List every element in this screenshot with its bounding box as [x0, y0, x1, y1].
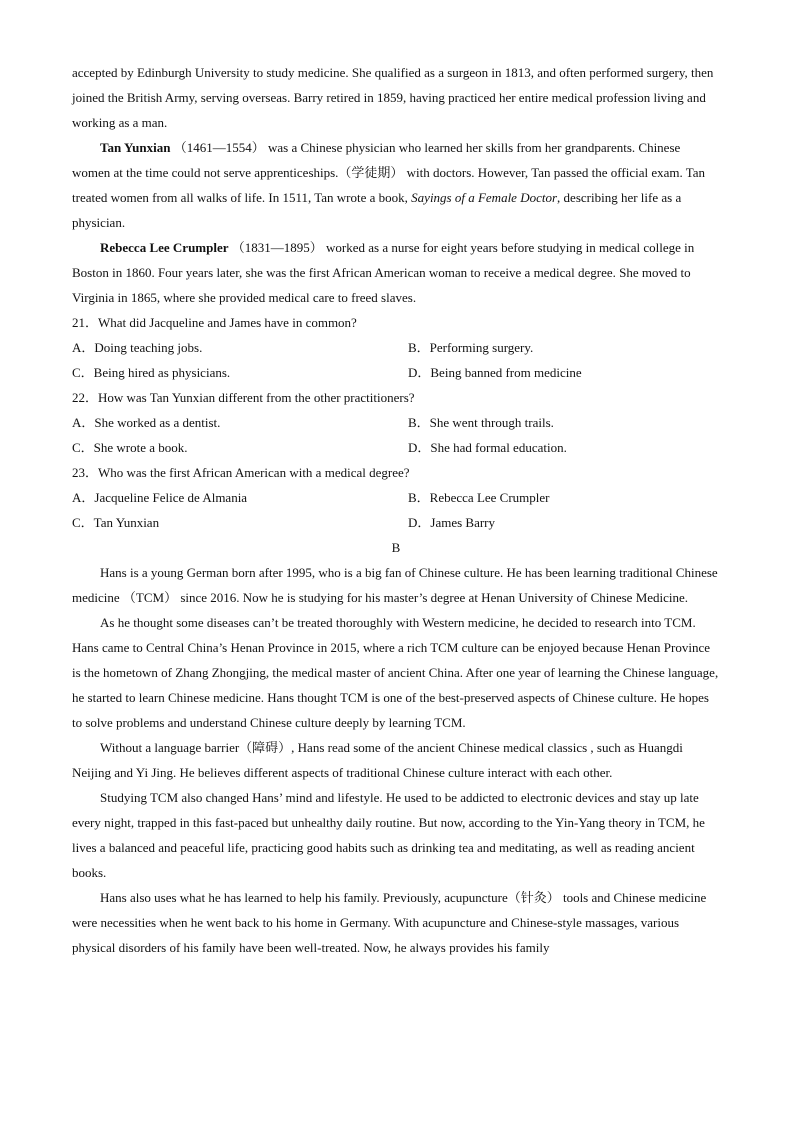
tan-paragraph	[72, 135, 720, 235]
option-a: A．She worked as a dentist.	[72, 415, 221, 430]
tan-name: Tan Yunxian	[100, 140, 171, 155]
question-stem: 23．Who was the first African American with a medical degree?	[72, 465, 410, 480]
crumpler-paragraph	[72, 235, 720, 310]
option-b: B．Performing surgery.	[408, 340, 534, 355]
option-d: D．James Barry	[408, 515, 496, 530]
option-a: A．Doing teaching jobs.	[72, 340, 203, 355]
passage-b	[72, 560, 720, 960]
questions	[72, 310, 720, 560]
barry-paragraph-end: accepted by Edinburgh University to study medicine. She qualified as a surgeon in 1813, and often performed surgery, then joined the British Army, serving overseas. Barry retired in 1859, having practiced her entire medical profession living and working as a man.	[72, 65, 714, 130]
passage-b-paragraph-2: As he thought some diseases can’t be treated thoroughly with Western medicine, he decided to research into TCM. Hans came to Central China’s Henan Province in 2015, where a rich TCM culture can be enjoyed because Henan Province is the hometown of Zhang Zhongjing, the medical master of ancient China. After one year of learning the Chinese language, he started to learn Chinese medicine. Hans thought TCM is one of the best-preserved aspects of Chinese culture. He hopes to solve problems and understand Chinese culture deeply by learning TCM.	[72, 615, 719, 730]
option-d: D．She had formal education.	[408, 440, 567, 455]
crumpler-name: Rebecca Lee Crumpler	[100, 240, 229, 255]
question-21	[72, 310, 720, 385]
tan-book-title: Sayings of a Female Doctor	[411, 190, 558, 205]
passage-b-paragraph-5: Hans also uses what he has learned to help his family. Previously, acupuncture（针灸） tools and Chinese medicine were necessities when he went back to his home in Germany. With acupuncture and Chinese-style massages, various physical disorders of his family have been well-treated. Now, he always provides his family	[72, 890, 707, 955]
question-22	[72, 385, 720, 460]
tan-text-end: , describing her life as a physician.	[72, 190, 682, 230]
option-b: B．She went through trails.	[408, 415, 554, 430]
option-c: C．Being hired as physicians.	[72, 365, 231, 380]
question-23	[72, 460, 720, 535]
section-b-heading: B	[391, 540, 401, 555]
tan-dates: （1461—1554）	[173, 140, 265, 155]
option-a: A．Jacqueline Felice de Almania	[72, 490, 248, 505]
option-d: D．Being banned from medicine	[408, 365, 582, 380]
crumpler-text: worked as a nurse for eight years before studying in medical college in Boston in 1860. Four years later, she was the first African American woman to receive a medical degree. She moved to Virginia in 1865, where she provided medical care to freed slaves.	[72, 240, 695, 305]
option-c: C．Tan Yunxian	[72, 515, 160, 530]
passage-b-paragraph-4: Studying TCM also changed Hans’ mind and lifestyle. He used to be addicted to electronic devices and stay up late every night, trapped in this fast-paced but unhealthy daily routine. But now, according to the Yin-Yang theory in TCM, he lives a balanced and peaceful life, practicing good habits such as drinking tea and meditating, as well as reading ancient books.	[72, 790, 705, 880]
passage-b-paragraph-3: Without a language barrier（障碍）, Hans read some of the ancient Chinese medical classics , such as Huangdi Neijing and Yi Jing. He believes different aspects of traditional Chinese culture interact with each other.	[72, 740, 683, 780]
question-stem: 22．How was Tan Yunxian different from the other practitioners?	[72, 390, 415, 405]
passage-b-paragraph-1: Hans is a young German born after 1995, who is a big fan of Chinese culture. He has been learning traditional Chinese medicine （TCM） since 2016. Now he is studying for his master’s degree at Henan University of Chinese Medicine.	[72, 565, 718, 605]
option-b: B．Rebecca Lee Crumpler	[408, 490, 550, 505]
option-c: C．She wrote a book.	[72, 440, 188, 455]
crumpler-dates: （1831—1895）	[231, 240, 323, 255]
question-stem: 21．What did Jacqueline and James have in common?	[72, 315, 357, 330]
passage-a	[72, 60, 720, 310]
tan-text: was a Chinese physician who learned her skills from her grandparents. Chinese women at the time could not serve apprenticeships.（学徒期） with doctors. However, Tan passed the official exam. Tan treated women from all walks of life. In 1511, Tan wrote a book,	[72, 140, 706, 205]
